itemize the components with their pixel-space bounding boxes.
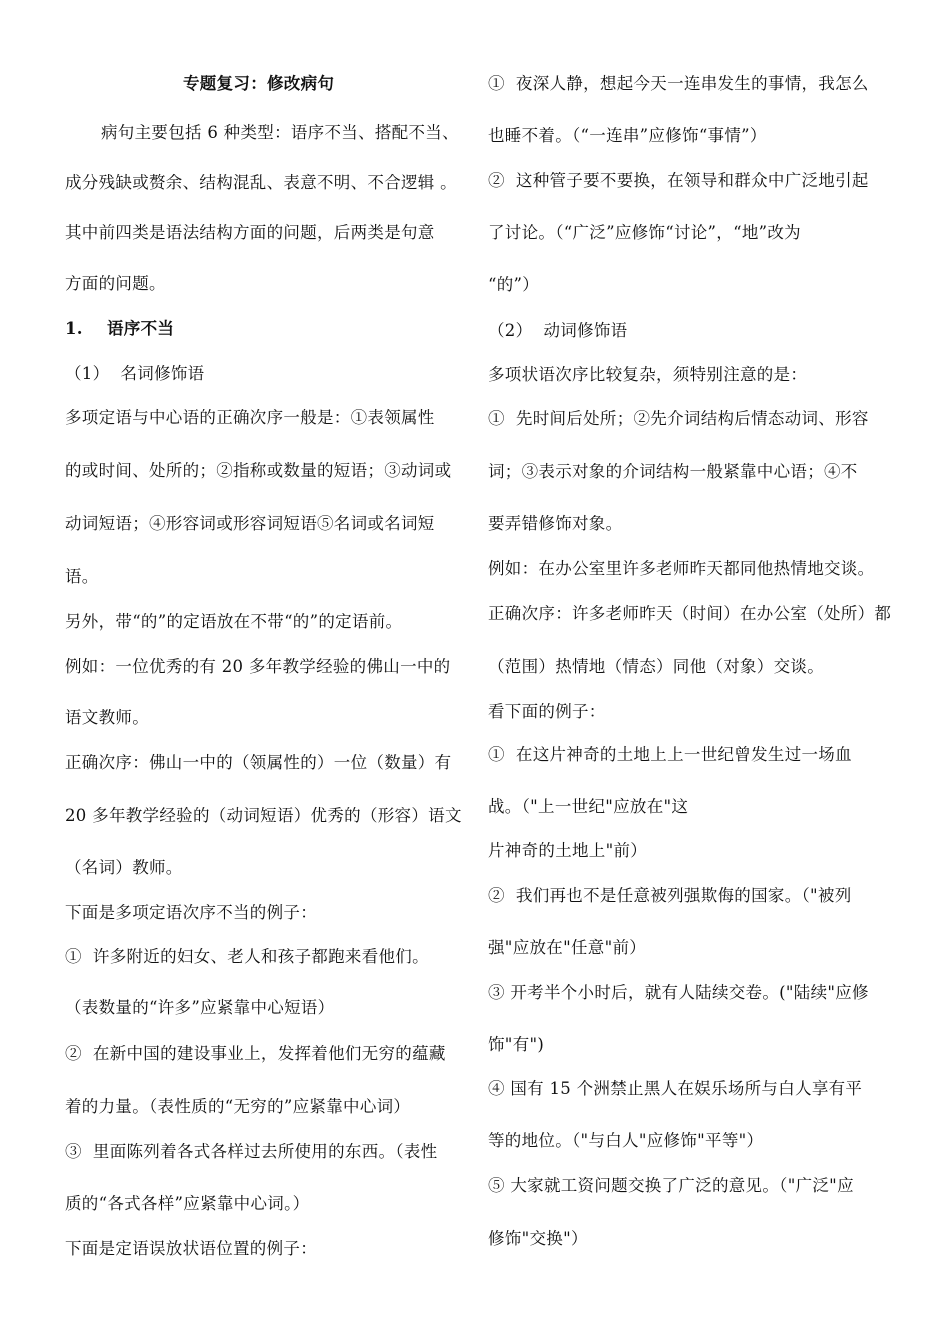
intro-line: 其中前四类是语法结构方面的问题，后两类是句意 — [65, 223, 435, 242]
paragraph-line: 另外，带“的”的定语放在不带“的”的定语前。 — [65, 612, 403, 631]
list-item: ④ 国有 15 个洲禁止黑人在娱乐场所与白人享有平 — [488, 1079, 863, 1098]
list-item: ② 这种管子要不要换，在领导和群众中广泛地引起 — [488, 171, 869, 190]
paragraph-line: 下面是定语误放状语位置的例子： — [65, 1239, 317, 1258]
list-item: ② 我们再也不是任意被列强欺侮的国家。（"被列 — [488, 886, 852, 905]
paragraph-line: 下面是多项定语次序不当的例子： — [65, 903, 317, 922]
correct-order-line: （名词）教师。 — [65, 858, 183, 877]
intro-line: 病句主要包括 6 种类型：语序不当、搭配不当、 — [101, 123, 459, 142]
intro-line: 成分残缺或赘余、结构混乱、表意不明、不合逻辑 。 — [65, 173, 457, 192]
list-item: （表数量的“许多”应紧靠中心短语） — [65, 998, 335, 1017]
page-title: 专题复习：修改病句 — [183, 74, 335, 93]
intro-line: 方面的问题。 — [65, 274, 166, 293]
paragraph-line: 的或时间、处所的；②指称或数量的短语；③动词或 — [65, 461, 452, 480]
correct-order-line: 正确次序：佛山一中的（领属性的）一位（数量）有 — [65, 753, 452, 772]
list-item: ③ 里面陈列着各式各样过去所使用的东西。（表性 — [65, 1142, 438, 1161]
list-item: 等的地位。（"与白人"应修饰"平等"） — [488, 1131, 764, 1150]
paragraph-line: 看下面的例子： — [488, 702, 606, 721]
subsection-heading: （2） 动词修饰语 — [488, 321, 628, 340]
list-item: 战。（"上一世纪"应放在"这 — [488, 797, 689, 816]
subsection-heading: （1） 名词修饰语 — [65, 364, 205, 383]
list-item: 着的力量。（表性质的“无穷的”应紧靠中心词） — [65, 1097, 411, 1116]
paragraph-line: 多项定语与中心语的正确次序一般是：①表领属性 — [65, 408, 435, 427]
correct-order-line: 正确次序：许多老师昨天（时间）在办公室（处所）都 — [488, 604, 892, 623]
list-item: 也睡不着。（“一连串”应修饰“事情”） — [488, 126, 767, 145]
list-item: “的”） — [488, 275, 540, 294]
correct-order-line: 20 多年教学经验的（动词短语）优秀的（形容）语文 — [65, 806, 462, 825]
list-item: ① 在这片神奇的土地上上一世纪曾发生过一场血 — [488, 745, 852, 764]
paragraph-line: 动词短语；④形容词或形容词短语⑤名词或名词短 — [65, 514, 435, 533]
paragraph-line: 多项状语次序比较复杂，须特别注意的是： — [488, 365, 808, 384]
list-item: ① 夜深人静，想起今天一连串发生的事情，我怎么 — [488, 74, 869, 93]
paragraph-line: 语。 — [65, 567, 99, 586]
example-line: 例如：在办公室里许多老师昨天都同他热情地交谈。 — [488, 559, 875, 578]
list-item: 饰"有") — [488, 1035, 545, 1054]
example-line: 语文教师。 — [65, 708, 149, 727]
rule-line: 词；③表示对象的介词结构一般紧靠中心语；④不 — [488, 462, 858, 481]
list-item: 质的“各式各样”应紧靠中心词。） — [65, 1194, 310, 1213]
list-item: ② 在新中国的建设事业上，发挥着他们无穷的蕴藏 — [65, 1044, 446, 1063]
list-item: 修饰"交换"） — [488, 1229, 588, 1248]
list-item: 片神奇的土地上"前） — [488, 841, 648, 860]
rule-line: ① 先时间后处所；②先介词结构后情态动词、形容 — [488, 409, 869, 428]
list-item: 强"应放在"任意"前） — [488, 938, 647, 957]
list-item: 了讨论。（“广泛”应修饰“讨论”，“地”改为 — [488, 223, 801, 242]
rule-line: 要弄错修饰对象。 — [488, 514, 623, 533]
example-line: 例如：一位优秀的有 20 多年教学经验的佛山一中的 — [65, 657, 451, 676]
section-heading: 1. 语序不当 — [65, 319, 175, 338]
list-item: ⑤ 大家就工资问题交换了广泛的意见。（"广泛"应 — [488, 1176, 854, 1195]
correct-order-line: （范围）热情地（情态）同他（对象）交谈。 — [488, 657, 824, 676]
list-item: ③ 开考半个小时后，就有人陆续交卷。("陆续"应修 — [488, 983, 869, 1002]
list-item: ① 许多附近的妇女、老人和孩子都跑来看他们。 — [65, 947, 429, 966]
